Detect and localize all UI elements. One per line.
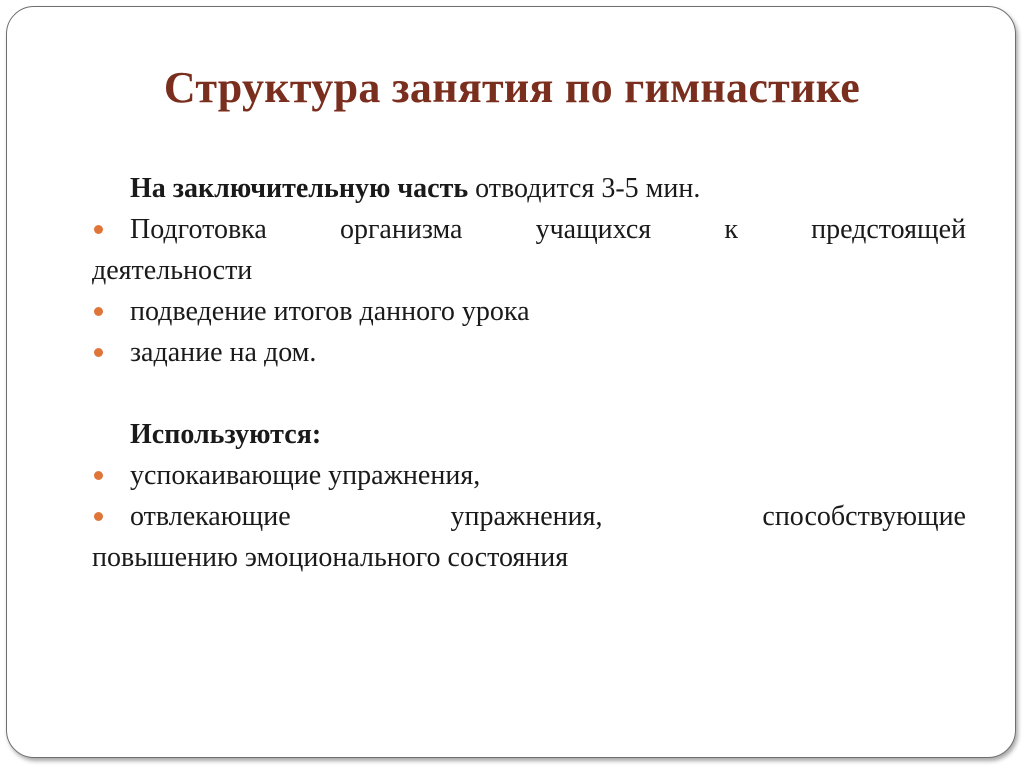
- intro-line: [92, 168, 966, 209]
- bullet-text: успокаивающие упражнения,: [130, 460, 481, 491]
- bullet-text: задание на дом.: [130, 337, 317, 368]
- bullet-text: Подготовка организма учащихся к предстоящей: [130, 214, 966, 245]
- bullet-item-calming: [92, 455, 966, 496]
- bullet-item-summary: [92, 291, 966, 332]
- slide-content: [92, 168, 966, 578]
- bullet-dot-icon: [94, 307, 103, 316]
- bullet-dot-icon: [94, 512, 103, 521]
- slide-title: Структура занятия по гимнастике: [163, 63, 861, 112]
- intro-bold: На заключительную часть: [130, 173, 469, 204]
- bullet-item-homework: [92, 332, 966, 373]
- used-heading: [92, 414, 966, 455]
- bullet-dot-icon: [94, 471, 103, 480]
- bullet-dot-icon: [94, 348, 103, 357]
- bullet-text-continued: деятельности: [92, 255, 253, 286]
- bullet-text: подведение итогов данного урока: [130, 296, 530, 327]
- bullet-dot-icon: [94, 225, 103, 234]
- bullet-text-continued: повышению эмоционального состояния: [92, 542, 569, 573]
- bullet-item-preparation: [92, 209, 966, 291]
- intro-rest: отводится 3-5 мин.: [468, 173, 701, 204]
- used-heading-text: Используются:: [130, 419, 322, 450]
- bullet-item-distracting: [92, 496, 966, 578]
- spacer: [92, 373, 966, 414]
- bullet-text: отвлекающие упражнения, способствующие: [130, 501, 966, 532]
